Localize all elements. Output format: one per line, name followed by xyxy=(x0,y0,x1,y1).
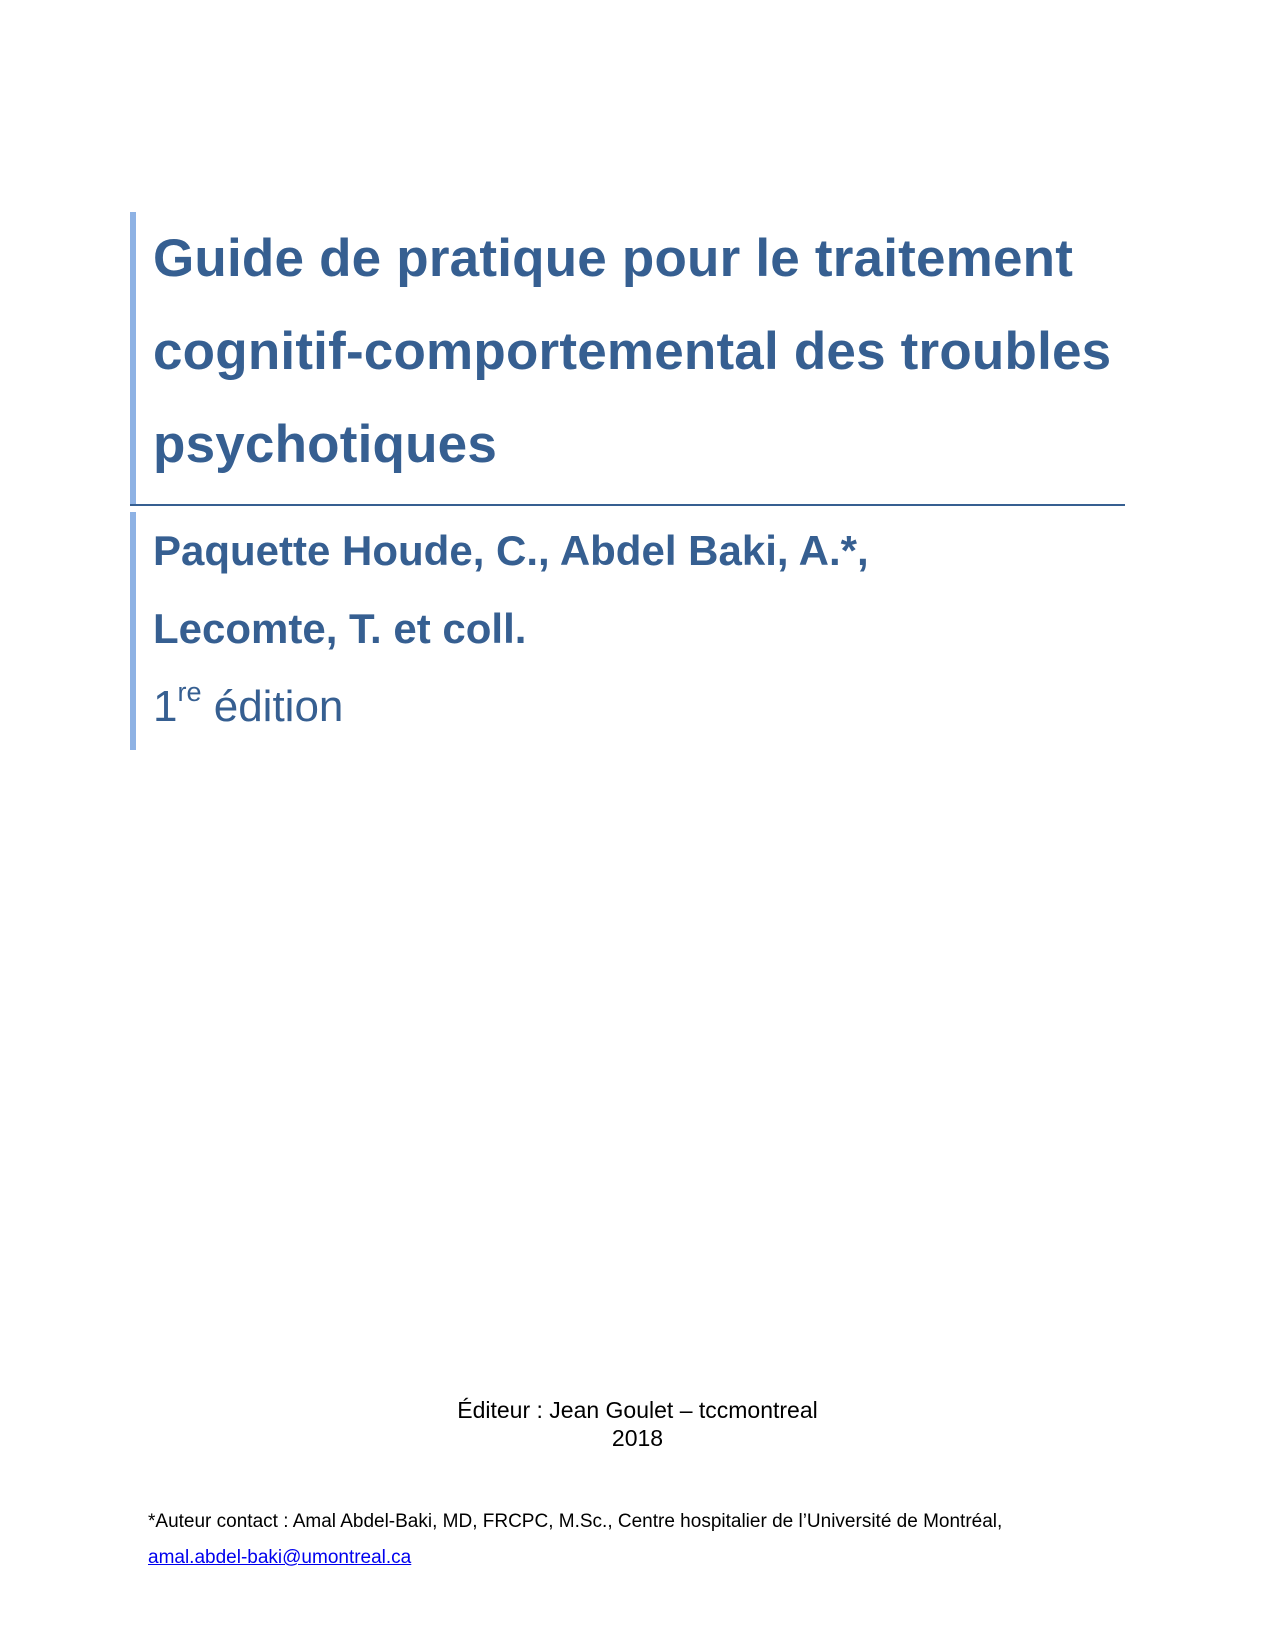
edition-superscript: re xyxy=(177,677,202,707)
contact-text: *Auteur contact : Amal Abdel-Baki, MD, FRCPC, M.Sc., Centre hospitalier de l’Université de Montréal, xyxy=(148,1511,1003,1532)
authors xyxy=(153,512,1023,668)
contact-info xyxy=(148,1504,1148,1576)
publisher-info xyxy=(0,1396,1275,1452)
publisher-line: Éditeur : Jean Goulet – tccmontreal xyxy=(457,1397,818,1423)
edition-label: édition xyxy=(201,682,344,731)
edition-number: 1 xyxy=(153,682,178,731)
title-divider xyxy=(130,504,1125,506)
title-block xyxy=(130,212,1125,504)
authors-line-2: Lecomte, T. et coll. xyxy=(153,605,527,652)
publication-year: 2018 xyxy=(611,1425,664,1451)
author-block xyxy=(130,512,1030,750)
document-title: Guide de pratique pour le traitement cognitif-comportemental des troubles psychotiques xyxy=(153,229,1112,474)
edition xyxy=(153,672,343,742)
contact-email-link[interactable]: amal.abdel-baki@umontreal.ca xyxy=(148,1547,412,1568)
authors-line-1: Paquette Houde, C., Abdel Baki, A.*, xyxy=(153,527,869,574)
